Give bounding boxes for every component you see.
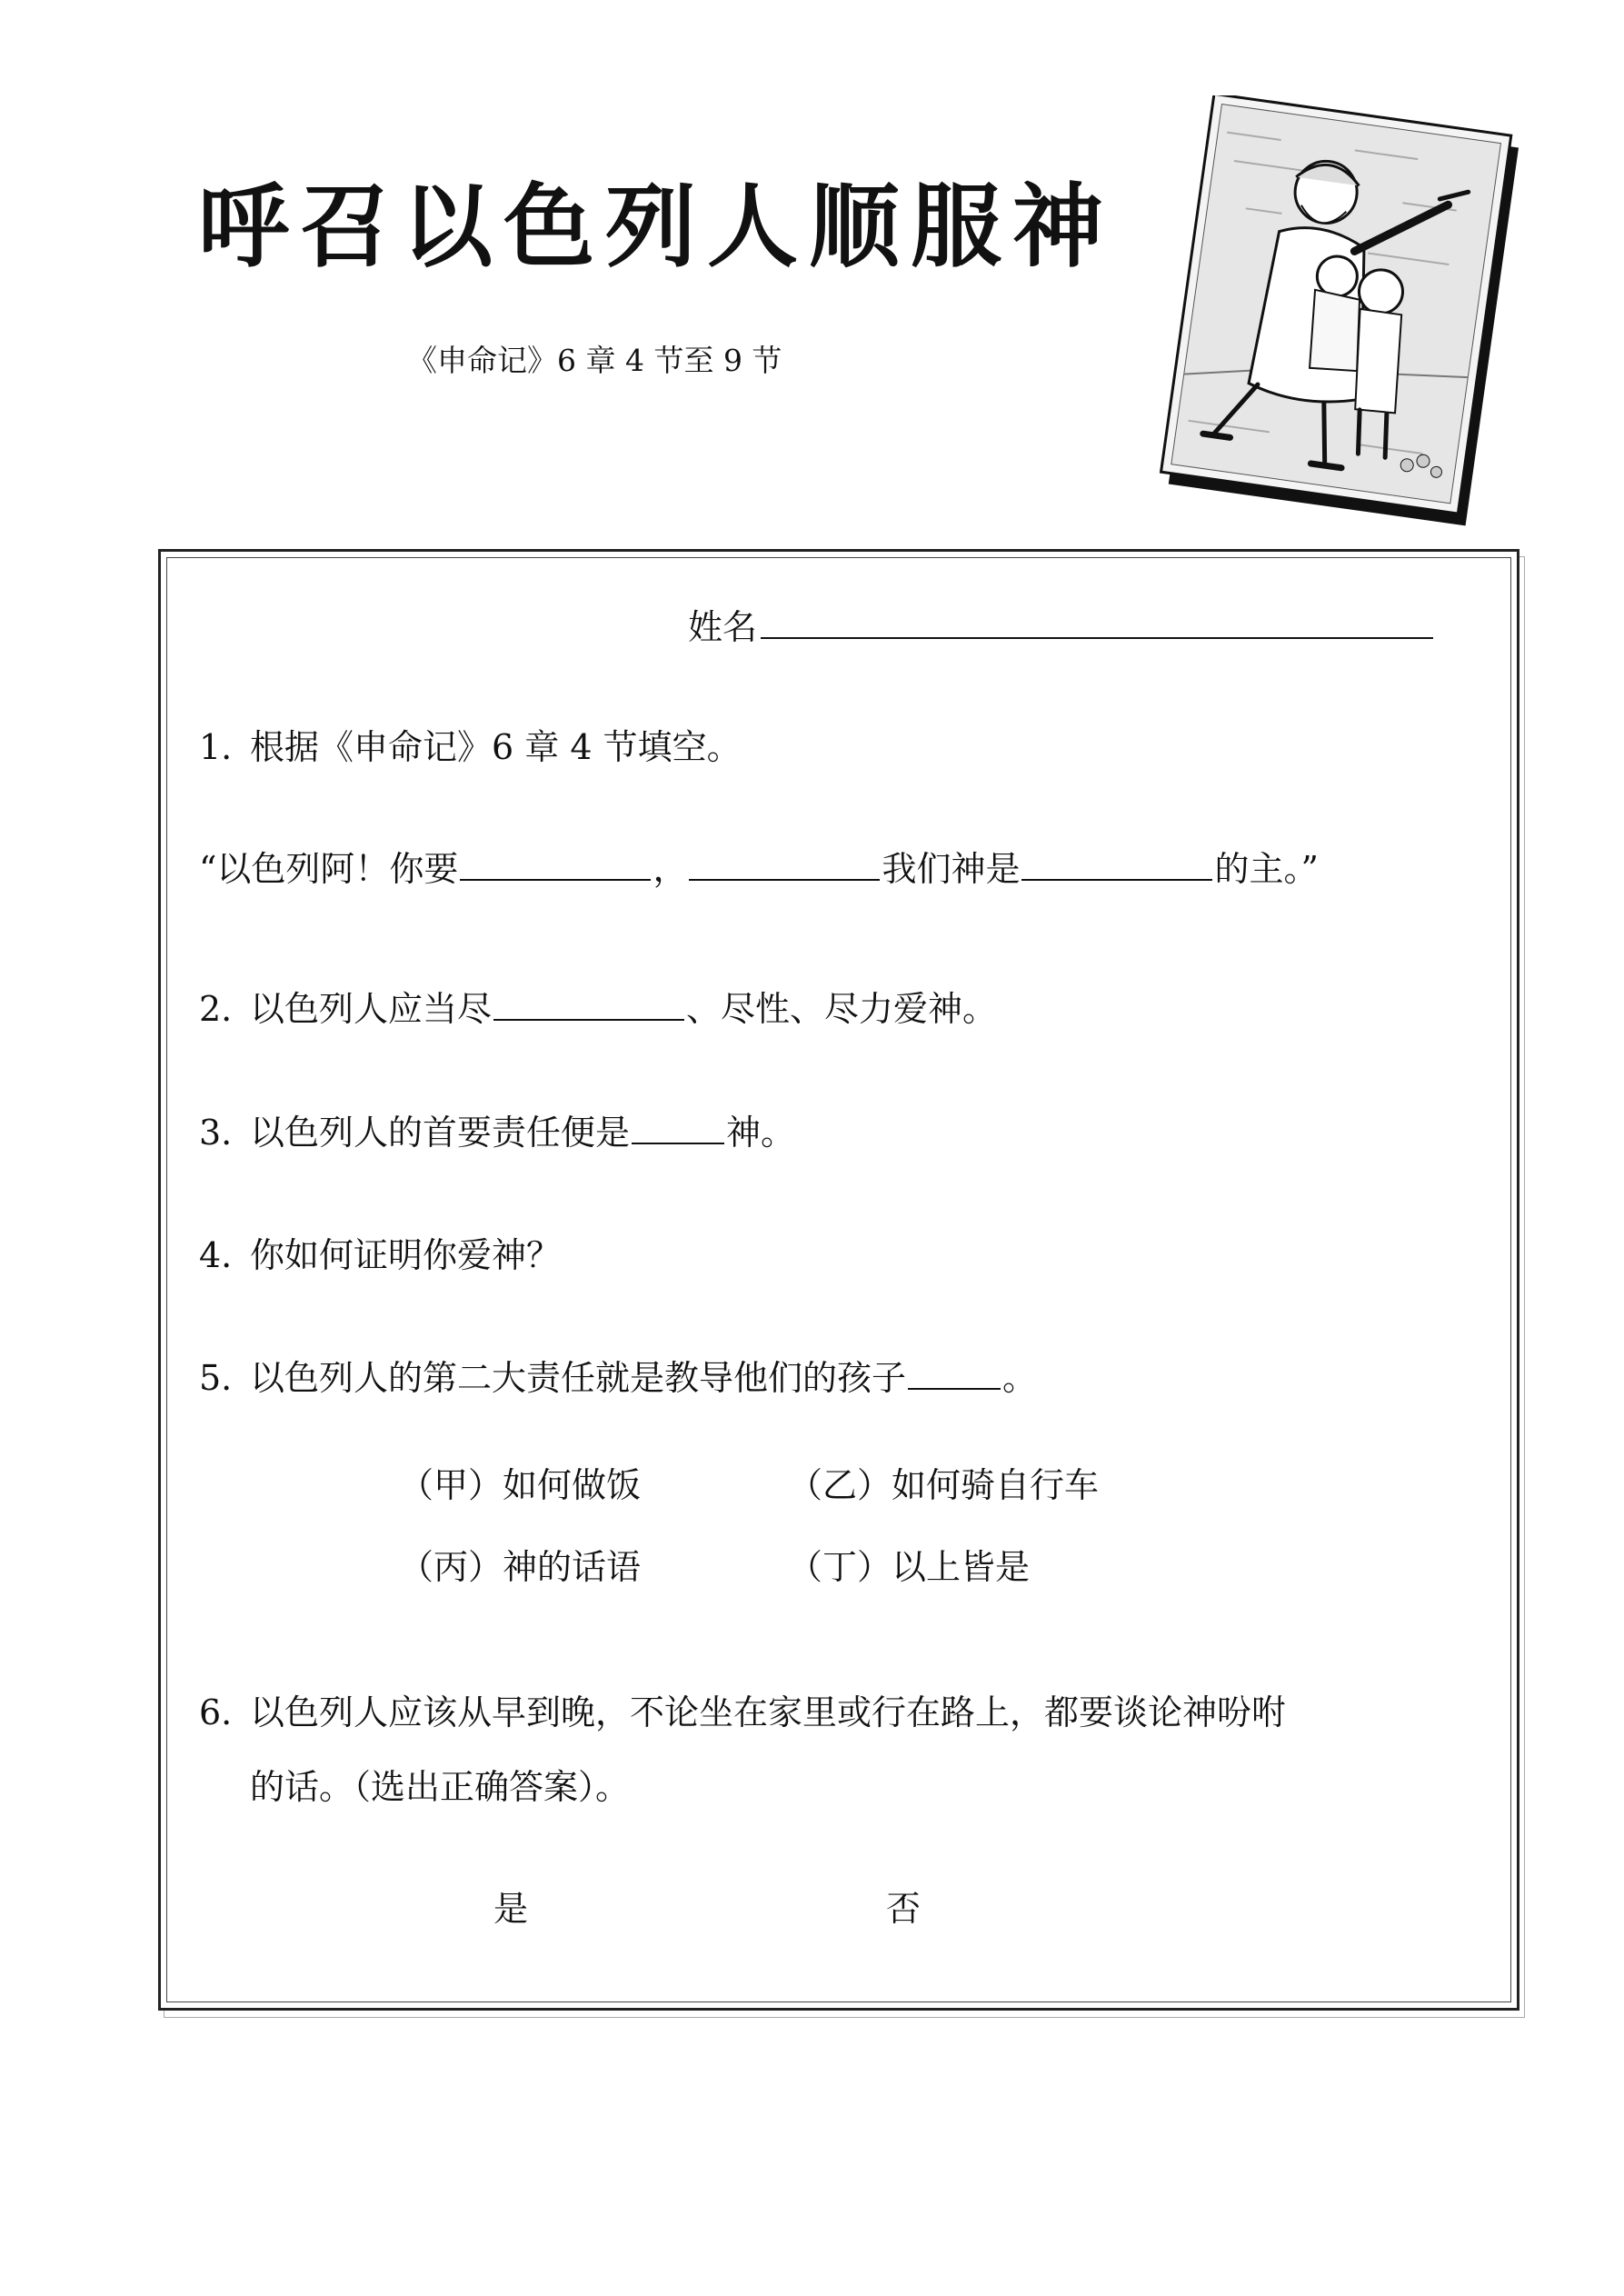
question-text: 以色列人的首要责任便是 [250,1113,631,1153]
question-text-end: 。 [1002,1358,1038,1398]
quote-text-2: 我们神是 [882,849,1021,889]
worksheet-frame [158,549,1519,2011]
question-number: 3. [199,1113,233,1153]
question-number: 1. [199,727,233,767]
quote-text-1: “以色列阿！你要 [199,849,459,889]
question-2 [199,989,998,1029]
question-number: 2. [199,989,233,1029]
fill-blank-1c[interactable] [1021,878,1212,881]
page-title: 呼召以色列人顺服神 [198,174,1114,280]
bible-story-card-illustration [1150,95,1531,541]
question-4 [199,1235,562,1275]
quote-separator: ， [653,849,688,889]
question-5 [199,1358,1038,1398]
name-label: 姓名 [688,607,758,647]
name-field [688,607,1433,647]
fill-blank-2[interactable] [493,1018,684,1021]
scripture-reference: 《申命记》6 章 4 节至 9 节 [407,343,782,378]
name-blank[interactable] [761,636,1433,639]
question-3 [199,1113,796,1153]
question-text-end: 神。 [726,1113,796,1153]
fill-blank-1b[interactable] [689,878,880,881]
fill-blank-5[interactable] [908,1387,1001,1390]
option-d[interactable]: （丁）以上皆是 [788,1547,1031,1587]
question-6-line-2: 的话。（选出正确答案）。 [250,1767,631,1807]
fill-blank-3[interactable] [632,1142,724,1144]
question-number: 5. [199,1358,233,1398]
quote-text-3: 的主。” [1214,849,1319,889]
question-text: 根据《申命记》6 章 4 节填空。 [250,727,742,767]
question-text: 以色列人的第二大责任就是教导他们的孩子 [250,1358,907,1398]
answer-no[interactable]: 否 [886,1889,922,1929]
question-text: 你如何证明你爱神？ [250,1235,562,1275]
question-text: 以色列人应当尽 [250,989,493,1029]
fill-blank-1a[interactable] [460,878,651,881]
answer-yes[interactable]: 是 [493,1889,529,1929]
question-text-end: 、尽性、尽力爱神。 [686,989,998,1029]
question-number: 4. [199,1235,233,1275]
question-number: 6. [199,1692,233,1732]
question-6 [199,1692,1287,1732]
question-text: 以色列人应该从早到晚，不论坐在家里或行在路上，都要谈论神吩咐 [250,1692,1287,1732]
option-b[interactable]: （乙）如何骑自行车 [788,1465,1100,1505]
question-1 [199,727,742,767]
option-c[interactable]: （丙）神的话语 [399,1547,642,1587]
option-a[interactable]: （甲）如何做饭 [399,1465,642,1505]
question-1-quote [199,849,1319,889]
